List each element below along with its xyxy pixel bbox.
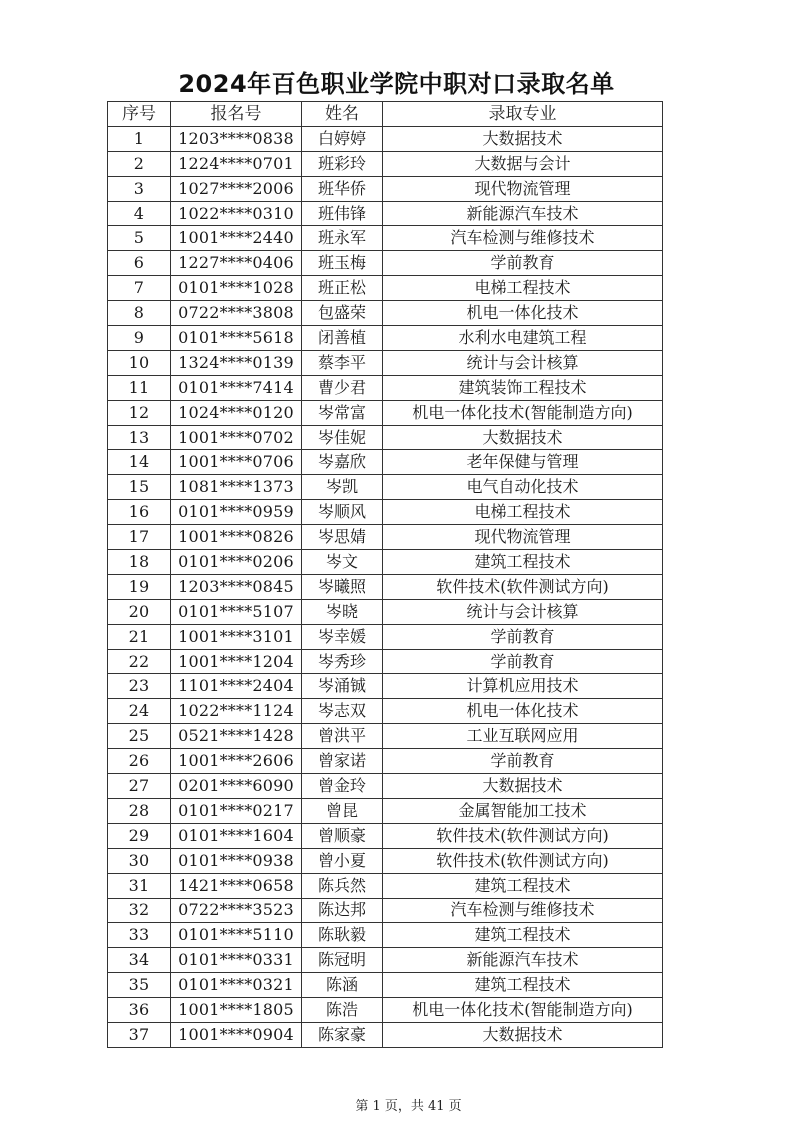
name-cell: 陈浩 xyxy=(302,998,383,1023)
name-cell: 岑凯 xyxy=(302,475,383,500)
name-cell: 班伟锋 xyxy=(302,201,383,226)
table-row xyxy=(108,574,663,599)
name-cell: 包盛荣 xyxy=(302,301,383,326)
table-row xyxy=(108,301,663,326)
table-row xyxy=(108,599,663,624)
major-cell: 工业互联网应用 xyxy=(383,724,663,749)
table-row xyxy=(108,674,663,699)
major-cell: 建筑工程技术 xyxy=(383,873,663,898)
serial-cell: 30 xyxy=(108,848,171,873)
serial-cell: 11 xyxy=(108,375,171,400)
table-row xyxy=(108,998,663,1023)
registration-no-cell: 1203****0845 xyxy=(171,574,302,599)
name-cell: 闭善植 xyxy=(302,326,383,351)
registration-no-cell: 1081****1373 xyxy=(171,475,302,500)
table-row xyxy=(108,699,663,724)
major-cell: 统计与会计核算 xyxy=(383,599,663,624)
table-row xyxy=(108,500,663,525)
header-serial: 序号 xyxy=(108,102,171,127)
name-cell: 岑嘉欣 xyxy=(302,450,383,475)
name-cell: 曾小夏 xyxy=(302,848,383,873)
name-cell: 陈达邦 xyxy=(302,898,383,923)
registration-no-cell: 1001****3101 xyxy=(171,624,302,649)
table-row xyxy=(108,873,663,898)
name-cell: 班正松 xyxy=(302,276,383,301)
registration-no-cell: 1227****0406 xyxy=(171,251,302,276)
serial-cell: 5 xyxy=(108,226,171,251)
name-cell: 岑思婧 xyxy=(302,525,383,550)
admission-table xyxy=(107,101,663,1048)
major-cell: 软件技术(软件测试方向) xyxy=(383,574,663,599)
page-number: 第 1 页，共 41 页 xyxy=(355,1099,462,1114)
serial-cell: 7 xyxy=(108,276,171,301)
serial-cell: 14 xyxy=(108,450,171,475)
name-cell: 岑幸媛 xyxy=(302,624,383,649)
serial-cell: 10 xyxy=(108,350,171,375)
major-cell: 学前教育 xyxy=(383,749,663,774)
name-cell: 班玉梅 xyxy=(302,251,383,276)
table-row xyxy=(108,151,663,176)
major-cell: 大数据技术 xyxy=(383,126,663,151)
major-cell: 电梯工程技术 xyxy=(383,500,663,525)
registration-no-cell: 1224****0701 xyxy=(171,151,302,176)
major-cell: 建筑装饰工程技术 xyxy=(383,375,663,400)
table-row xyxy=(108,450,663,475)
major-cell: 电梯工程技术 xyxy=(383,276,663,301)
table-row xyxy=(108,350,663,375)
major-cell: 大数据与会计 xyxy=(383,151,663,176)
table-row xyxy=(108,948,663,973)
table-row xyxy=(108,425,663,450)
table-row xyxy=(108,624,663,649)
table-row xyxy=(108,649,663,674)
name-cell: 陈耿毅 xyxy=(302,923,383,948)
serial-cell: 13 xyxy=(108,425,171,450)
name-cell: 蔡李平 xyxy=(302,350,383,375)
table-row xyxy=(108,898,663,923)
serial-cell: 20 xyxy=(108,599,171,624)
major-cell: 建筑工程技术 xyxy=(383,973,663,998)
name-cell: 班彩玲 xyxy=(302,151,383,176)
registration-no-cell: 1324****0139 xyxy=(171,350,302,375)
name-cell: 曾洪平 xyxy=(302,724,383,749)
registration-no-cell: 1027****2006 xyxy=(171,176,302,201)
registration-no-cell: 1024****0120 xyxy=(171,400,302,425)
serial-cell: 17 xyxy=(108,525,171,550)
registration-no-cell: 1001****0706 xyxy=(171,450,302,475)
serial-cell: 6 xyxy=(108,251,171,276)
table-row xyxy=(108,848,663,873)
serial-cell: 28 xyxy=(108,798,171,823)
registration-no-cell: 0101****5110 xyxy=(171,923,302,948)
serial-cell: 31 xyxy=(108,873,171,898)
table-row xyxy=(108,774,663,799)
major-cell: 学前教育 xyxy=(383,649,663,674)
table-row xyxy=(108,400,663,425)
table-row xyxy=(108,823,663,848)
registration-no-cell: 0101****0206 xyxy=(171,550,302,575)
table-row xyxy=(108,176,663,201)
name-cell: 岑秀珍 xyxy=(302,649,383,674)
name-cell: 曾顺豪 xyxy=(302,823,383,848)
major-cell: 汽车检测与维修技术 xyxy=(383,226,663,251)
registration-no-cell: 0101****0938 xyxy=(171,848,302,873)
registration-no-cell: 1001****0826 xyxy=(171,525,302,550)
registration-no-cell: 1001****1204 xyxy=(171,649,302,674)
serial-cell: 4 xyxy=(108,201,171,226)
serial-cell: 37 xyxy=(108,1022,171,1047)
major-cell: 机电一体化技术(智能制造方向) xyxy=(383,400,663,425)
registration-no-cell: 1001****0702 xyxy=(171,425,302,450)
registration-no-cell: 0101****0321 xyxy=(171,973,302,998)
registration-no-cell: 1203****0838 xyxy=(171,126,302,151)
name-cell: 陈兵然 xyxy=(302,873,383,898)
name-cell: 岑曦照 xyxy=(302,574,383,599)
major-cell: 机电一体化技术 xyxy=(383,301,663,326)
registration-no-cell: 1022****1124 xyxy=(171,699,302,724)
name-cell: 班永军 xyxy=(302,226,383,251)
serial-cell: 26 xyxy=(108,749,171,774)
major-cell: 软件技术(软件测试方向) xyxy=(383,848,663,873)
serial-cell: 9 xyxy=(108,326,171,351)
table-row xyxy=(108,276,663,301)
registration-no-cell: 0101****0331 xyxy=(171,948,302,973)
registration-no-cell: 0722****3808 xyxy=(171,301,302,326)
name-cell: 岑佳妮 xyxy=(302,425,383,450)
table-row xyxy=(108,749,663,774)
name-cell: 岑文 xyxy=(302,550,383,575)
registration-no-cell: 0101****1028 xyxy=(171,276,302,301)
major-cell: 新能源汽车技术 xyxy=(383,948,663,973)
serial-cell: 24 xyxy=(108,699,171,724)
header-registration-no: 报名号 xyxy=(171,102,302,127)
serial-cell: 23 xyxy=(108,674,171,699)
major-cell: 水利水电建筑工程 xyxy=(383,326,663,351)
serial-cell: 32 xyxy=(108,898,171,923)
major-cell: 电气自动化技术 xyxy=(383,475,663,500)
registration-no-cell: 0101****1604 xyxy=(171,823,302,848)
name-cell: 陈涵 xyxy=(302,973,383,998)
serial-cell: 29 xyxy=(108,823,171,848)
table-row xyxy=(108,1022,663,1047)
table-row xyxy=(108,798,663,823)
registration-no-cell: 0722****3523 xyxy=(171,898,302,923)
name-cell: 陈家豪 xyxy=(302,1022,383,1047)
major-cell: 建筑工程技术 xyxy=(383,923,663,948)
registration-no-cell: 1101****2404 xyxy=(171,674,302,699)
major-cell: 建筑工程技术 xyxy=(383,550,663,575)
serial-cell: 3 xyxy=(108,176,171,201)
registration-no-cell: 0521****1428 xyxy=(171,724,302,749)
serial-cell: 27 xyxy=(108,774,171,799)
table-row xyxy=(108,923,663,948)
serial-cell: 35 xyxy=(108,973,171,998)
table-row xyxy=(108,226,663,251)
serial-cell: 1 xyxy=(108,126,171,151)
serial-cell: 12 xyxy=(108,400,171,425)
major-cell: 大数据技术 xyxy=(383,1022,663,1047)
serial-cell: 33 xyxy=(108,923,171,948)
major-cell: 统计与会计核算 xyxy=(383,350,663,375)
name-cell: 曾金玲 xyxy=(302,774,383,799)
table-row xyxy=(108,973,663,998)
serial-cell: 2 xyxy=(108,151,171,176)
serial-cell: 18 xyxy=(108,550,171,575)
major-cell: 学前教育 xyxy=(383,624,663,649)
serial-cell: 19 xyxy=(108,574,171,599)
registration-no-cell: 0101****0217 xyxy=(171,798,302,823)
name-cell: 曹少君 xyxy=(302,375,383,400)
name-cell: 曾家诺 xyxy=(302,749,383,774)
table-row xyxy=(108,550,663,575)
serial-cell: 16 xyxy=(108,500,171,525)
registration-no-cell: 0101****0959 xyxy=(171,500,302,525)
major-cell: 老年保健与管理 xyxy=(383,450,663,475)
document-title: 2024年百色职业学院中职对口录取名单 xyxy=(178,70,615,98)
registration-no-cell: 0101****7414 xyxy=(171,375,302,400)
registration-no-cell: 1421****0658 xyxy=(171,873,302,898)
serial-cell: 25 xyxy=(108,724,171,749)
name-cell: 岑涌铖 xyxy=(302,674,383,699)
registration-no-cell: 1022****0310 xyxy=(171,201,302,226)
major-cell: 大数据技术 xyxy=(383,774,663,799)
name-cell: 岑晓 xyxy=(302,599,383,624)
major-cell: 机电一体化技术(智能制造方向) xyxy=(383,998,663,1023)
registration-no-cell: 1001****2606 xyxy=(171,749,302,774)
serial-cell: 36 xyxy=(108,998,171,1023)
name-cell: 岑志双 xyxy=(302,699,383,724)
registration-no-cell: 0101****5107 xyxy=(171,599,302,624)
major-cell: 大数据技术 xyxy=(383,425,663,450)
registration-no-cell: 1001****1805 xyxy=(171,998,302,1023)
header-name: 姓名 xyxy=(302,102,383,127)
table-row xyxy=(108,326,663,351)
major-cell: 金属智能加工技术 xyxy=(383,798,663,823)
table-row xyxy=(108,251,663,276)
major-cell: 机电一体化技术 xyxy=(383,699,663,724)
major-cell: 计算机应用技术 xyxy=(383,674,663,699)
major-cell: 新能源汽车技术 xyxy=(383,201,663,226)
name-cell: 岑常富 xyxy=(302,400,383,425)
major-cell: 汽车检测与维修技术 xyxy=(383,898,663,923)
registration-no-cell: 1001****2440 xyxy=(171,226,302,251)
major-cell: 学前教育 xyxy=(383,251,663,276)
major-cell: 现代物流管理 xyxy=(383,525,663,550)
table-row xyxy=(108,475,663,500)
serial-cell: 8 xyxy=(108,301,171,326)
table-row xyxy=(108,525,663,550)
registration-no-cell: 0201****6090 xyxy=(171,774,302,799)
table-row xyxy=(108,126,663,151)
table-row xyxy=(108,724,663,749)
major-cell: 软件技术(软件测试方向) xyxy=(383,823,663,848)
name-cell: 班华侨 xyxy=(302,176,383,201)
serial-cell: 22 xyxy=(108,649,171,674)
table-row xyxy=(108,375,663,400)
major-cell: 现代物流管理 xyxy=(383,176,663,201)
registration-no-cell: 0101****5618 xyxy=(171,326,302,351)
name-cell: 曾昆 xyxy=(302,798,383,823)
table-header-row xyxy=(108,102,663,127)
serial-cell: 34 xyxy=(108,948,171,973)
table-row xyxy=(108,201,663,226)
serial-cell: 21 xyxy=(108,624,171,649)
name-cell: 白婷婷 xyxy=(302,126,383,151)
name-cell: 陈冠明 xyxy=(302,948,383,973)
registration-no-cell: 1001****0904 xyxy=(171,1022,302,1047)
name-cell: 岑顺风 xyxy=(302,500,383,525)
header-major: 录取专业 xyxy=(383,102,663,127)
serial-cell: 15 xyxy=(108,475,171,500)
